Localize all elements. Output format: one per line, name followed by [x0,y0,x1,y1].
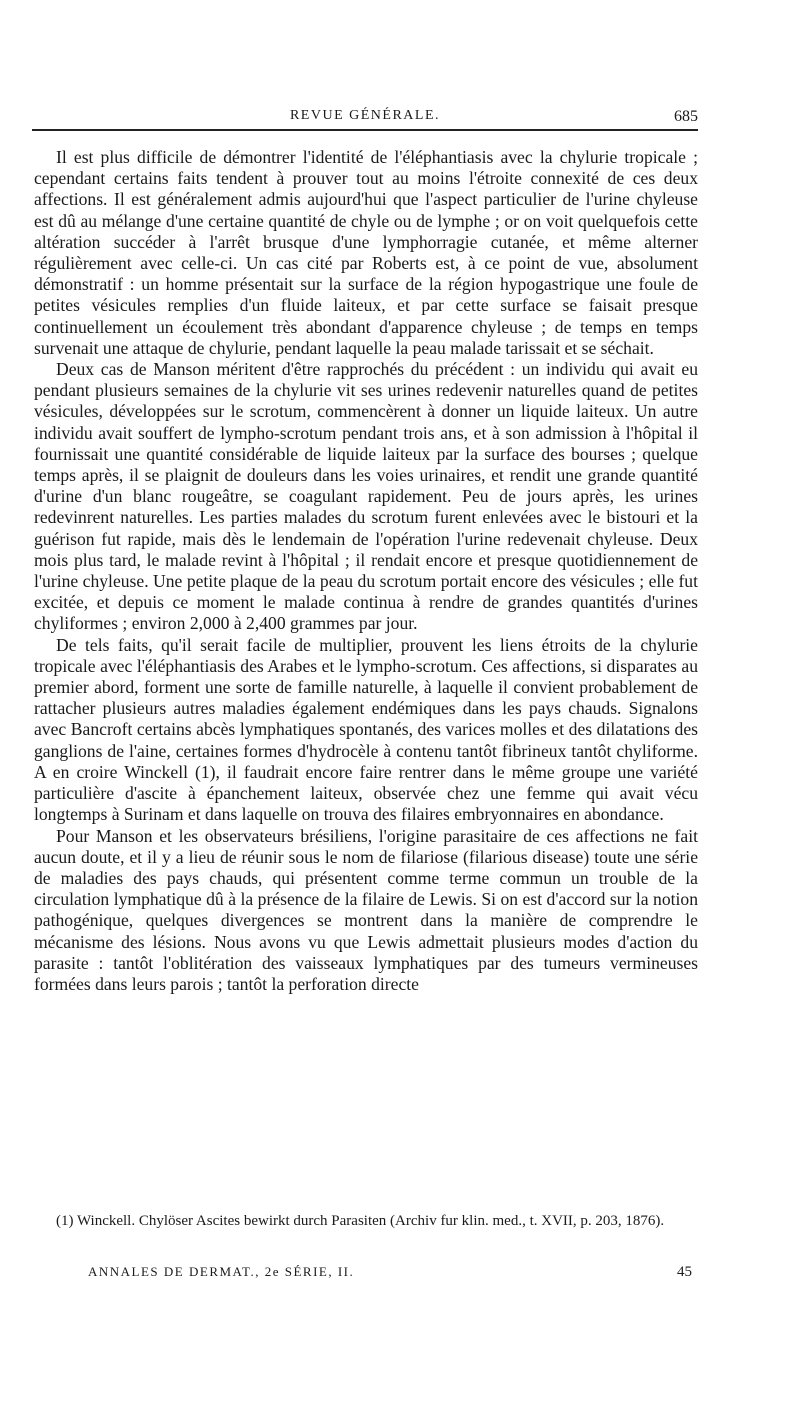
sheet-number: 45 [677,1264,692,1280]
body-text [34,147,698,995]
paragraph: Il est plus difficile de démontrer l'identité de l'éléphantiasis avec la chylurie tropicale ; cependant certains faits tendent à prouver tout au moins l'étroite connexité de ces deux affections. Il est généralement admis aujourd'hui que l'aspect particulier de l'urine chyleuse est dû au mélange d'une certaine quantité de chyle ou de lymphe ; or on voit quelquefois cette altération succéder à l'arrêt brusque d'une lymphorragie cutanée, et même alterner régulièrement avec celle-ci. Un cas cité par Roberts est, à ce point de vue, absolument démonstratif : un homme présentait sur la surface de la région hypogastrique une foule de petites vésicules remplies d'un fluide laiteux, et par cette surface se faisait presque continuellement un écoulement très abondant d'apparence chyleuse ; de temps en temps survenait une attaque de chylurie, pendant laquelle la peau malade tarissait et se séchait. [34,147,698,358]
signature-line: ANNALES DE DERMAT., 2e SÉRIE, II. [88,1264,355,1279]
paragraph: Pour Manson et les observateurs brésiliens, l'origine parasitaire de ces affections ne fait aucun doute, et il y a lieu de réunir sous le nom de filariose (filarious disease) toute une série de maladies des pays chauds, qui présentent comme terme commun un trouble de la circulation lymphatique dû à la présence de la filaire de Lewis. Si on est d'accord sur la notion pathogénique, quelques divergences se montrent dans la manière de comprendre le mécanisme des lésions. Nous avons vu que Lewis admettait plusieurs modes d'action du parasite : tantôt l'oblitération des vaisseaux lymphatiques par des tumeurs vermineuses formées dans leurs parois ; tantôt la perforation directe [34,825,698,994]
paragraph: De tels faits, qu'il serait facile de multiplier, prouvent les liens étroits de la chylurie tropicale avec l'éléphantiasis des Arabes et le lympho-scrotum. Ces affections, si disparates au premier abord, forment une sorte de famille naturelle, à laquelle il convient probablement de rattacher plusieurs autres maladies également endémiques dans les pays chauds. Signalons avec Bancroft certains abcès lymphatiques spontanés, des varices molles et des dilatations des ganglions de l'aine, certaines formes d'hydrocèle à contenu tantôt fibrineux tantôt chyliforme. A en croire Winckell (1), il faudrait encore faire rentrer dans le même groupe une variété particulière d'ascite à épanchement laiteux, observée chez une femme qui avait vécu longtemps à Surinam et dans laquelle on trouva des filaires embryonnaires en abondance. [34,634,698,825]
page-number: 685 [674,108,698,125]
page-footer [88,1264,692,1286]
footnote [34,1211,698,1231]
header-rule [32,129,698,131]
paragraph: Deux cas de Manson méritent d'être rapprochés du précédent : un individu qui avait eu pendant plusieurs semaines de la chylurie vit ses urines redevenir naturelles quand de petites vésicules, développées sur le scrotum, commencèrent à donner un liquide laiteux. Un autre individu avait souffert de lympho-scrotum pendant trois ans, et à son admission à l'hôpital il fournissait une quantité considérable de liquide laiteux par la surface des bourses ; quelque temps après, il se plaignit de douleurs dans les voies urinaires, et rendit une grande quantité d'urine d'un blanc rougeâtre, se coagulant rapidement. Peu de jours après, les urines redevinrent naturelles. Les parties malades du scrotum furent enlevées avec le bistouri et la guérison fut rapide, mais dès le lendemain de l'opération l'urine redevenait chyleuse. Deux mois plus tard, le malade revint à l'hôpital ; il rendait encore et presque quotidiennement de l'urine chyleuse. Une petite plaque de la peau du scrotum portait encore des vésicules ; elle fut excitée, et depuis ce moment le malade continua à rendre de grandes quantités d'urines chyliformes ; environ 2,000 à 2,400 grammes par jour. [34,359,698,634]
footnote-text: (1) Winckell. Chylöser Ascites bewirkt durch Parasiten (Archiv fur klin. med., t. XVII, p. 203, 1876). [56,1213,665,1229]
running-title: REVUE GÉNÉRALE. [289,108,441,123]
